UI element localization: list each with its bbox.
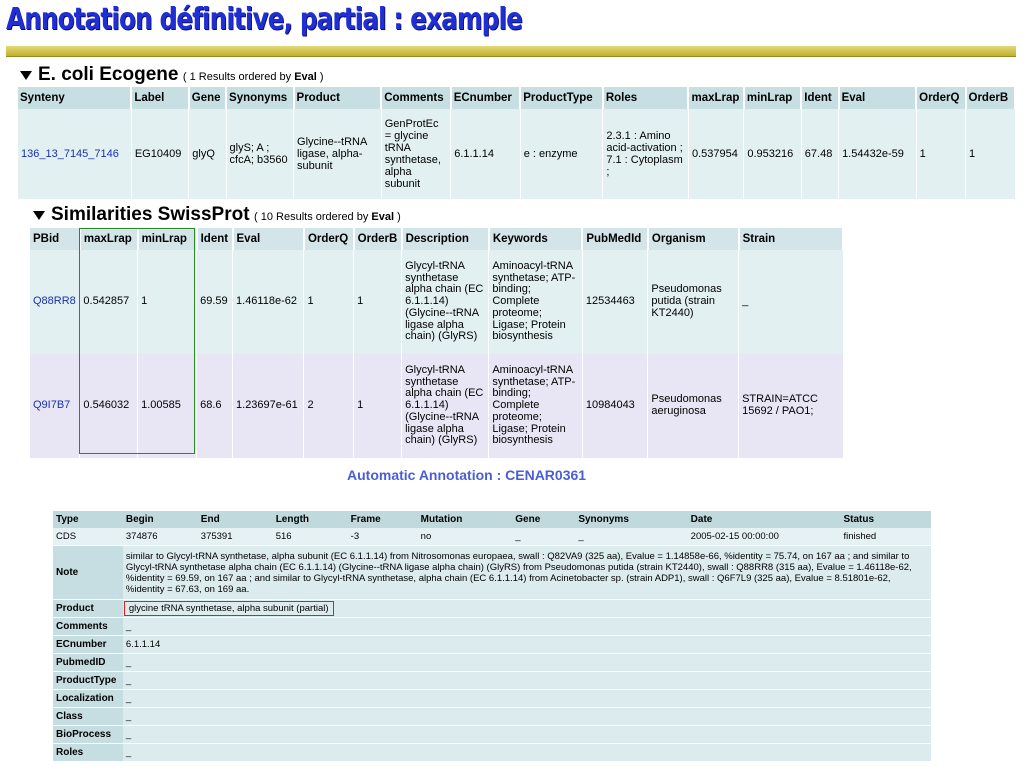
synteny-link[interactable]: 136_13_7145_7146 [21,148,119,160]
field-row-producttype [53,672,931,690]
field-value-product-cell [123,600,931,618]
cell-strain: _ [739,250,843,354]
col-header-synonyms: Synonyms [575,511,687,528]
cell-begin: 374876 [123,528,198,546]
col-header-gene[interactable]: Gene [189,87,226,109]
cell-pbid[interactable] [30,354,80,458]
field-label-bioprocess: BioProcess [53,726,123,744]
col-header-frame: Frame [348,511,418,528]
swissprot-results-text: Results ordered by [272,211,372,223]
col-header-pbid[interactable]: PBid [30,228,80,250]
cell-maxlrap: 0.546032 [80,354,138,458]
table-row [18,109,1015,199]
cell-comments: GenProtEc = glycine tRNA synthetase, alpha subunit [381,109,451,199]
col-header-product[interactable]: Product [294,87,382,109]
col-header-ecnumber[interactable]: ECnumber [451,87,521,109]
col-header-orderb[interactable]: OrderB [966,87,1016,109]
collapse-triangle-icon[interactable] [20,71,32,80]
col-header-date: Date [688,511,841,528]
field-row-comments [53,618,931,636]
cell-pubmedid: 10984043 [582,354,648,458]
cell-orderq: 1 [916,109,965,199]
ecoli-table [18,87,1016,199]
col-header-label[interactable]: Label [131,87,188,109]
note-row [53,546,931,600]
cell-mutation: no [418,528,513,546]
swissprot-header-row [30,228,843,250]
cell-pubmedid: 12534463 [582,250,648,354]
col-header-keywords[interactable]: Keywords [489,228,583,250]
cell-eval: 1.46118e-62 [233,250,304,354]
col-header-strain[interactable]: Strain [739,228,843,250]
cell-strain: STRAIN=ATCC 15692 / PAO1; [739,354,843,458]
field-row-pubmedid [53,654,931,672]
swissprot-results-count: 10 [260,211,273,223]
field-label-roles: Roles [53,744,123,762]
cell-eval: 1.54432e-59 [839,109,917,199]
col-header-roles[interactable]: Roles [603,87,689,109]
col-header-eval[interactable]: Eval [233,228,304,250]
col-header-orderq[interactable]: OrderQ [916,87,965,109]
col-header-producttype[interactable]: ProductType [520,87,603,109]
cell-roles: 2.3.1 : Amino acid-activation ; 7.1 : Cytoplasm ; [603,109,689,199]
cell-maxlrap: 0.542857 [80,250,138,354]
cell-ident: 69.59 [197,250,233,354]
cell-producttype: e : enzyme [520,109,603,199]
col-header-orderq[interactable]: OrderQ [304,228,354,250]
ecoli-results-text: Results ordered by [195,71,295,83]
cell-status: finished [840,528,931,546]
ecoli-section-header[interactable] [20,64,324,86]
col-header-minlrap[interactable]: minLrap [138,228,197,250]
field-row-ecnumber [53,636,931,654]
annotation-header-row [53,511,931,528]
col-header-maxlrap[interactable]: maxLrap [80,228,138,250]
col-header-gene: Gene [512,511,575,528]
col-header-ident[interactable]: Ident [197,228,233,250]
field-label-producttype: ProductType [53,672,123,690]
col-header-begin: Begin [123,511,198,528]
cell-organism: Pseudomonas putida (strain KT2440) [648,250,739,354]
ecoli-results-count: 1 [189,71,196,83]
product-value-highlight: glycine tRNA synthetase, alpha subunit (partial) [124,601,334,616]
cell-orderq: 1 [304,250,354,354]
cell-label: EG10409 [131,109,188,199]
col-header-synteny[interactable]: Synteny [18,87,131,109]
field-value-localization: _ [123,690,931,708]
cell-orderb: 1 [966,109,1016,199]
col-header-maxlrap[interactable]: maxLrap [688,87,743,109]
cell-keywords: Aminoacyl-tRNA synthetase; ATP-binding; Complete proteome; Ligase; Protein biosynthesis [489,250,583,354]
cell-eval: 1.23697e-61 [233,354,304,458]
cell-synteny[interactable] [18,109,131,199]
col-header-status: Status [840,511,931,528]
col-header-length: Length [273,511,348,528]
swissprot-results-meta: ( 10 Results ordered by Eval ) [253,211,401,223]
cell-product: Glycine--tRNA ligase, alpha-subunit [294,109,382,199]
title-underline-bar [6,46,1016,56]
col-header-end: End [198,511,273,528]
pbid-link[interactable]: Q88RR8 [33,295,76,308]
cell-orderb: 1 [354,250,402,354]
cell-gene: _ [512,528,575,546]
automatic-annotation-table [53,511,931,762]
pbid-link[interactable]: Q9I7B7 [33,399,71,412]
field-value-pubmedid: _ [123,654,931,672]
cell-synonyms: glyS; A ; cfcA; b3560 [226,109,294,199]
cell-minlrap: 1 [138,250,197,354]
cell-minlrap: 0.953216 [744,109,801,199]
note-value: similar to Glycyl-tRNA synthetase, alpha subunit (EC 6.1.1.14) from Nitrosomonas europaea, swall : Q82VA9 (325 aa), Evalue = 1.14858e-66, %identity = 75.74, on 167 aa ; and similar to Glycyl-tRNA synthetase alpha chain (EC 6.1.1.14) (Glycine--tRNA ligase alpha chain) (GlyRS) from Pseudomonas putida (strain KT2440), swall : Q88RR8 (315 aa), Evalue = 1.46118e-62, %identity = 69.59, on 167 aa ; and similar to Glycyl-tRNA synthetase, alpha chain (EC 6.1.1.14) from Acinetobacter sp. (strain ADP1), swall : Q6F7L9 (325 aa), Evalue = 8.51801e-62, %identity = 67.63, on 169 aa. [123,546,931,600]
ecoli-order-field: Eval [294,71,317,83]
col-header-eval[interactable]: Eval [839,87,917,109]
cell-ecnumber: 6.1.1.14 [451,109,521,199]
field-row-localization [53,690,931,708]
table-row [30,250,843,354]
cell-gene: glyQ [189,109,226,199]
field-label-comments: Comments [53,618,123,636]
field-label-class: Class [53,708,123,726]
col-header-description[interactable]: Description [402,228,489,250]
field-value-producttype: _ [123,672,931,690]
cell-description: Glycyl-tRNA synthetase alpha chain (EC 6.1.1.14) (Glycine--tRNA ligase alpha chain) (GlyRS) [402,250,489,354]
cell-length: 516 [273,528,348,546]
field-label-pubmedid: PubmedID [53,654,123,672]
cell-type: CDS [53,528,123,546]
field-row-class [53,708,931,726]
cell-maxlrap: 0.537954 [688,109,743,199]
cell-ident: 67.48 [801,109,838,199]
cell-end: 375391 [198,528,273,546]
field-label-product: Product [53,600,123,618]
col-header-organism[interactable]: Organism [648,228,739,250]
cell-orderb: 1 [354,354,402,458]
field-label-ecnumber: ECnumber [53,636,123,654]
table-row [53,528,931,546]
automatic-annotation-title: Automatic Annotation : CENAR0361 [347,467,587,483]
ecoli-section-title: E. coli Ecogene [38,64,179,85]
col-header-synonyms[interactable]: Synonyms [226,87,294,109]
col-header-type: Type [53,511,123,528]
field-row-product [53,600,931,618]
field-value-bioprocess: _ [123,726,931,744]
field-value-roles: _ [123,744,931,762]
field-row-bioprocess [53,726,931,744]
cell-minlrap: 1.00585 [138,354,197,458]
ecoli-header-row [18,87,1015,109]
cell-pbid[interactable] [30,250,80,354]
cell-synonyms: _ [575,528,687,546]
cell-keywords: Aminoacyl-tRNA synthetase; ATP-binding; Complete proteome; Ligase; Protein biosynthesis [489,354,583,458]
col-header-ident[interactable]: Ident [801,87,838,109]
cell-frame: -3 [348,528,418,546]
slide-title: Annotation définitive, partial : example [6,2,522,37]
collapse-triangle-icon[interactable] [33,211,45,220]
swissprot-table [30,228,844,458]
cell-description: Glycyl-tRNA synthetase alpha chain (EC 6.1.1.14) (Glycine--tRNA ligase alpha chain) (GlyRS) [402,354,489,458]
col-header-orderb[interactable]: OrderB [354,228,402,250]
title-underline-edge [6,56,1016,57]
col-header-minlrap[interactable]: minLrap [744,87,801,109]
cell-ident: 68.6 [197,354,233,458]
note-label: Note [53,546,123,600]
col-header-comments[interactable]: Comments [381,87,451,109]
field-value-class: _ [123,708,931,726]
col-header-mutation: Mutation [418,511,513,528]
cell-orderq: 2 [304,354,354,458]
cell-date: 2005-02-15 00:00:00 [688,528,841,546]
swissprot-order-field: Eval [371,211,395,223]
ecoli-results-meta: ( 1 Results ordered by Eval ) [182,71,324,83]
swissprot-section-title: Similarities SwissProt [51,204,250,225]
swissprot-section-header[interactable] [33,204,401,226]
field-value-comments: _ [123,618,931,636]
table-row [30,354,843,458]
field-value-ecnumber: 6.1.1.14 [123,636,931,654]
field-label-localization: Localization [53,690,123,708]
col-header-pubmedid[interactable]: PubMedId [582,228,648,250]
field-row-roles [53,744,931,762]
cell-organism: Pseudomonas aeruginosa [648,354,739,458]
